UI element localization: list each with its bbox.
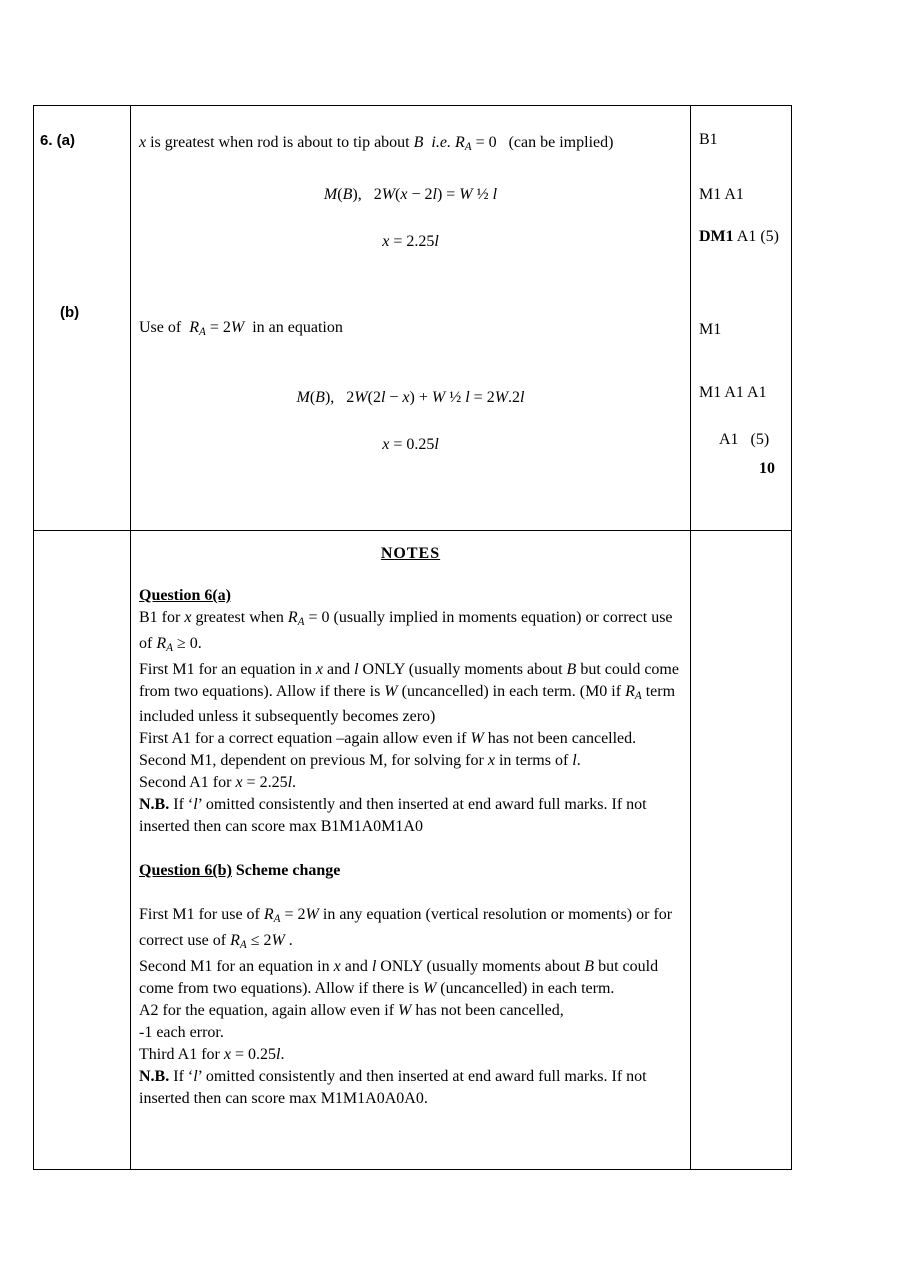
mark-label-m1a1a1: M1 A1 A1 (699, 384, 767, 401)
working-line-a: x is greatest when rod is about to tip about B i.e. RA = 0 (can be implied) (139, 134, 614, 153)
mark-total: 10 (759, 460, 775, 477)
notes-para-b-first-m1: First M1 for use of RA = 2W in any equation (vertical resolution or moments) or for correct use of RA ≤ 2W . (139, 906, 673, 951)
notes-para-b-minus1: -1 each error. (139, 1023, 224, 1041)
notes-para-b-second-m1: Second M1 for an equation in x and l ONLY (usually moments about B but could come from two equations). Allow if there is W (uncancelled) in each term. (139, 957, 659, 997)
notes-para-second-m1: Second M1, dependent on previous M, for solving for x in terms of l. (139, 752, 581, 770)
notes-left-cell (34, 531, 131, 1169)
notes-para-nb-b: N.B. If ‘l’ omitted consistently and then inserted at end award full marks. If not inserted then can score max M1M1A0A0A0. (139, 1067, 647, 1107)
notes-para-b-third-a1: Third A1 for x = 0.25l. (139, 1045, 285, 1063)
spacer (139, 838, 682, 860)
spacer (139, 882, 682, 904)
mark-label-b1: B1 (699, 131, 718, 148)
question-label-6b: (b) (60, 304, 80, 321)
notes-content (131, 531, 690, 1110)
notes-para-nb-a: N.B. If ‘l’ omitted consistently and then inserted at end award full marks. If not inserted then can score max B1M1A0M1A0 (139, 796, 647, 836)
notes-para-first-m1: First M1 for an equation in x and l ONLY (usually moments about B but could come from two equations). Allow if there is W (uncancelled) in each term. (M0 if RA term included unless it subsequently becomes zero) (139, 660, 679, 726)
notes-para-b1: B1 for x greatest when RA = 0 (usually implied in moments equation) or correct use of RA ≥ 0. (139, 609, 673, 654)
mark-label-m1: M1 (699, 321, 722, 338)
mark-scheme-table (33, 105, 792, 1170)
working-cell (131, 106, 691, 531)
question-number-cell (34, 106, 131, 531)
notes-cell (131, 531, 691, 1169)
mark-label-m1a1: M1 A1 (699, 186, 744, 203)
notes-para-b-a2: A2 for the equation, again allow even if W has not been cancelled, (139, 1001, 564, 1019)
notes-title: NOTES (380, 545, 441, 562)
equation-moments-b: M(B), 2W(2l − x) + W ½ l = 2W.2l (296, 389, 525, 406)
notes-para-first-a1: First A1 for a correct equation –again allow even if W has not been cancelled. (139, 730, 637, 748)
notes-para-second-a1: Second A1 for x = 2.25l. (139, 774, 297, 792)
question-label-6a: 6. (a) (40, 132, 76, 149)
notes-heading-6a: Question 6(a) (139, 587, 231, 604)
notes-right-cell (691, 531, 791, 1169)
equation-result-b: x = 0.25l (382, 436, 439, 453)
equation-result-a: x = 2.25l (382, 233, 439, 250)
mark-label-a1-5: A1 (5) (719, 431, 770, 448)
marks-cell (691, 106, 791, 531)
mark-label-dm1a1: DM1 A1 (5) (699, 228, 779, 245)
equation-moments-a: M(B), 2W(x − 2l) = W ½ l (323, 186, 498, 203)
notes-heading-6b: Question 6(b) Scheme change (139, 862, 341, 880)
working-line-b: Use of RA = 2W in an equation (139, 319, 343, 338)
